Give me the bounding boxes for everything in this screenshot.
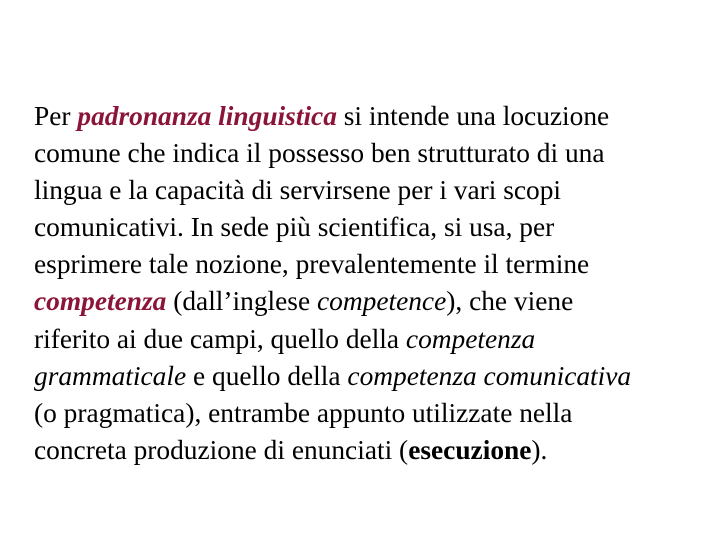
text-line: comune che indica il possesso ben strutturato di una — [34, 138, 605, 169]
text-line: (o pragmatica), entrambe appunto utilizzate nella — [34, 397, 573, 428]
italic-term: grammaticale — [34, 360, 187, 391]
text-line: Per padronanza linguistica si intende una locuzione — [34, 101, 610, 131]
italic-term: competenza — [405, 323, 536, 354]
text-line: esprimere tale nozione, prevalentemente il termine — [34, 249, 590, 280]
text-line: lingua e la capacità di servirsene per i vari scopi — [34, 175, 562, 206]
italic-term: competenza comunicativa — [347, 360, 632, 391]
highlighted-term: competenza — [34, 286, 167, 317]
text-line: competenza (dall’inglese competence), che viene — [34, 286, 574, 317]
text-line: concreta produzione di enunciati (esecuzione). — [34, 434, 548, 465]
bold-term: esecuzione — [408, 434, 532, 465]
slide-body-text — [34, 98, 720, 469]
text-line: comunicativi. In sede più scientifica, si usa, per — [34, 212, 555, 243]
text-line: riferito ai due campi, quello della competenza — [34, 323, 536, 354]
highlighted-term: padronanza linguistica — [77, 101, 337, 131]
italic-term: competence — [316, 286, 447, 317]
text-line: grammaticale e quello della competenza comunicativa — [34, 360, 632, 391]
